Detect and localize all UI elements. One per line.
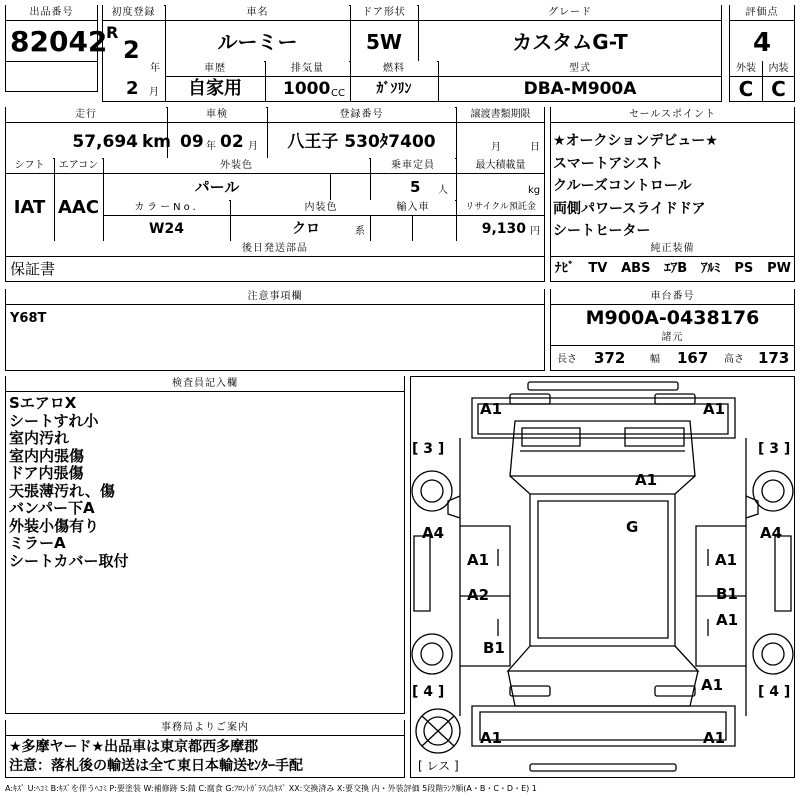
mileage-unit: km [142,132,172,152]
history-label: 車歴 [166,61,264,76]
tire-depth: 3 [423,441,434,457]
office-label: 事務局よりご案内 [6,720,404,735]
damage-mark: A1 [467,551,490,569]
tire-bracket-front-left: [ 3 ] [412,441,445,457]
notes-text: Y68T [10,311,47,326]
damage-mark: A1 [635,471,658,489]
car-name: ルーミー [217,30,298,54]
tire-depth: 4 [769,684,780,700]
capacity-label: 乗車定員 [371,158,455,173]
displacement: 1000 [283,79,331,99]
month-unit: 月 [149,87,159,98]
inspector-item: ドア内張傷 [9,464,84,482]
recycle-label: リサイクル預託金 [457,200,544,215]
shift: IAT [13,197,46,218]
inspector-item: 天張薄汚れ、傷 [9,481,115,500]
int-color-unit: 系 [355,226,365,237]
registration-number: 八王子 530ﾀ7400 [287,132,436,152]
tire-bracket-rear-left: [ 4 ] [412,684,445,700]
score: 4 [752,28,772,58]
damage-mark: A1 [701,676,724,694]
door-type: 5W [366,30,402,54]
color-no: W24 [149,221,184,237]
int-color-label: 内装色 [231,200,411,215]
recycle-deposit: 9,130 [481,221,526,237]
int-color: クロ [292,221,320,237]
equipment-item: ﾅﾋﾞ [555,261,575,276]
car-name-label: 車名 [166,5,349,20]
damage-mark: A1 [715,551,738,569]
fuel-label: 燃料 [351,61,437,76]
inspector-item: シートすれ小 [9,411,99,430]
selling-points-list [553,130,718,243]
inspector-item: ミラーA [9,534,66,552]
equipment-item: ｴｱB [664,261,688,276]
reg-no-label: 登録番号 [268,107,455,122]
color-no-label: カラーNo. [104,200,229,215]
inspector-item: 外装小傷有り [9,516,100,535]
model: DBA-M900A [523,79,637,99]
ac-label: エアコン [55,158,102,173]
air-conditioner: AAC [57,197,100,218]
equipment-item: ｱﾙﾐ [701,261,721,276]
inspector-label: 検査員記入欄 [6,376,404,391]
max-load-unit: kg [528,185,541,196]
ext-color: パール [194,178,240,196]
equipment-list [555,262,791,275]
ext-grade-label: 外装 [730,61,762,76]
office-line-1: ★多摩ヤード★出品車は東京都西多摩郡 [9,739,259,755]
tire-depth: 3 [769,441,780,457]
first-reg-month: 2 [126,78,139,99]
model-label: 型式 [439,61,721,76]
capacity-unit: 人 [438,185,448,196]
transfer-deadline-label: 譲渡書類期限 [457,107,544,122]
chassis-number: M900A-0438176 [585,307,760,329]
selling-point: ★オークションデビュー★ [553,133,718,149]
displacement-label: 排気量 [266,61,349,76]
damage-mark: A2 [467,586,490,604]
fuel: ｶﾞｿﾘﾝ [376,81,412,97]
year-unit: 年 [150,63,160,74]
tire-bracket-rear-right: [ 4 ] [758,684,791,700]
grade-label: グレード [419,5,721,20]
later-parts: 保証書 [10,260,56,278]
ext-grade: C [738,77,754,101]
notes-label: 注意事項欄 [6,289,544,304]
inspection-year-unit: 年 [206,141,216,152]
legend: A:ｷｽﾞ U:ﾍｺﾐ B:ｷｽﾞを伴うﾍｺﾐ P:要塗装 W:補修跡 S:錆 C:腐食 G:ﾌﾛﾝﾄｶﾞﾗｽ点ｷｽﾞ XX:交換済み X:要交換 内・外装評価 5段階ﾗﾝｸ順(A・B・C・D・E) 1 [5,784,537,793]
equipment-item: PW [767,261,791,276]
lot-label: 出品番号 [6,5,97,20]
inspection-year: 09 [180,132,204,152]
damage-mark: A4 [760,524,783,542]
damage-mark: A4 [422,524,445,542]
car-diagram [410,376,795,778]
recycle-unit: 円 [530,226,540,237]
ext-color-label: 外装色 [104,158,369,173]
specs-label: 諸元 [551,330,794,345]
office-line-2: 注意：落札後の輸送は全て東日本輸送ｾﾝﾀｰ手配 [9,758,303,774]
shift-label: シフト [6,158,53,173]
inspector-item: 室内内張傷 [9,446,85,465]
chassis-label: 車台番号 [551,289,794,304]
first-reg-year: 2 [123,36,140,64]
int-grade-label: 内装 [763,61,794,76]
first-reg-label: 初度登録 [103,5,164,20]
equipment-item: TV [588,261,608,276]
width: 167 [677,349,709,367]
era: R [106,23,119,42]
damage-mark: G [626,518,639,536]
inspection-month-unit: 月 [248,141,258,152]
damage-mark: B1 [483,639,505,657]
selling-point: スマートアシスト [553,155,664,172]
transfer-day-unit: 日 [530,142,540,153]
lot-number: 82042 [10,25,108,58]
mileage: 57,694 [72,132,138,152]
transfer-month-unit: 月 [491,142,501,153]
capacity: 5 [410,178,421,196]
damage-mark: B1 [716,585,738,603]
mileage-label: 走行 [6,107,166,122]
selling-point: クルーズコントロール [553,178,692,194]
tire-bracket-front-right: [ 3 ] [758,441,791,457]
equipment-item: ABS [621,261,651,276]
length-label: 長さ [557,354,577,365]
damage-mark: A1 [703,729,726,747]
inspector-item: 室内汚れ [9,429,70,447]
max-load-label: 最大積載量 [457,158,544,173]
spare-tire-status: [ レス ] [418,759,459,773]
door-label: ドア形状 [351,5,417,20]
damage-mark: A1 [716,611,739,629]
length: 372 [594,349,626,367]
tire-depth: 4 [423,684,434,700]
inspection-month: 02 [220,132,244,152]
int-grade: C [771,77,786,101]
damage-mark: A1 [703,400,726,418]
equipment-item: PS [734,261,754,276]
selling-point: シートヒーター [553,223,651,239]
inspector-item: SエアロX [9,394,77,412]
later-parts-label: 後日発送部品 [6,241,544,256]
equipment-label: 純正装備 [551,241,794,256]
damage-mark: A1 [480,729,503,747]
damage-mark: A1 [480,400,503,418]
inspector-list [9,395,129,570]
inspector-item: バンパー下A [9,499,95,517]
selling-point: 両側パワースライドドア [553,200,706,217]
score-label: 評価点 [730,5,794,20]
history: 自家用 [188,78,242,99]
height-label: 高さ [724,354,744,365]
inspector-item: シートカバー取付 [9,551,129,570]
grade: カスタムG-T [512,30,628,54]
height: 173 [758,349,790,367]
width-label: 幅 [650,354,660,365]
selling-points-label: セールスポイント [551,107,794,122]
inspection-label: 車検 [168,107,266,122]
displacement-unit: CC [331,88,345,99]
import-label: 輸入車 [371,200,455,215]
